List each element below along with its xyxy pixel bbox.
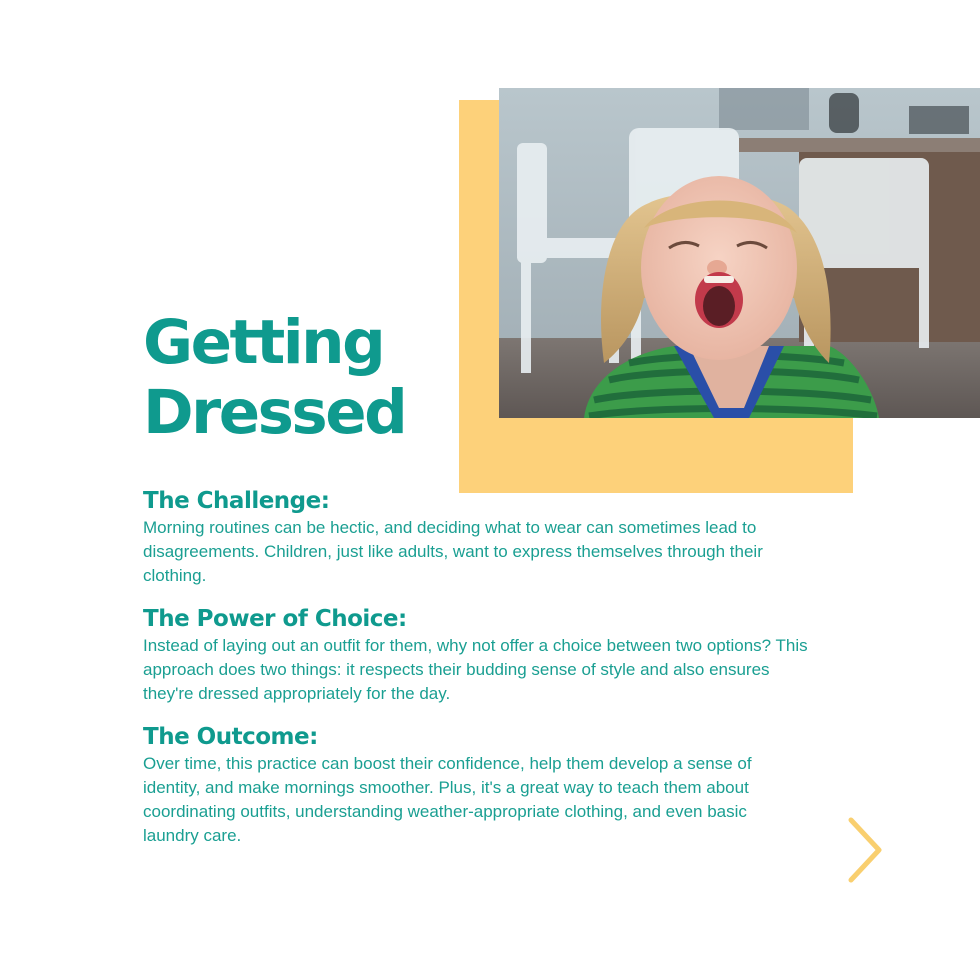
section-challenge [143, 486, 833, 588]
content-sections [143, 486, 833, 864]
section-body: Morning routines can be hectic, and deciding what to wear can sometimes lead to disagreements. Children, just like adults, want to express themselves through their clothing. [143, 518, 763, 585]
page-title-line-2: Dressed [143, 377, 406, 448]
section-body: Over time, this practice can boost their confidence, help them develop a sense of identity, and make mornings smoother. Plus, it's a great way to teach them about coordinating outfits, understanding weather-appropriate clothing, and even basic laundry care. [143, 754, 752, 845]
section-power-of-choice [143, 604, 833, 706]
section-heading: The Challenge: [143, 488, 330, 514]
page-title [143, 308, 405, 448]
section-body: Instead of laying out an outfit for them, why not offer a choice between two options? This approach does two things: it respects their budding sense of style and also ensures they're dressed appropriately for the day. [143, 636, 808, 703]
section-outcome [143, 722, 833, 848]
section-heading: The Power of Choice: [143, 606, 407, 632]
next-button[interactable] [842, 815, 886, 885]
section-heading: The Outcome: [143, 724, 318, 750]
child-shouting-photo [499, 88, 980, 418]
page-title-line-1: Getting [143, 307, 384, 378]
chevron-right-icon [842, 815, 886, 885]
